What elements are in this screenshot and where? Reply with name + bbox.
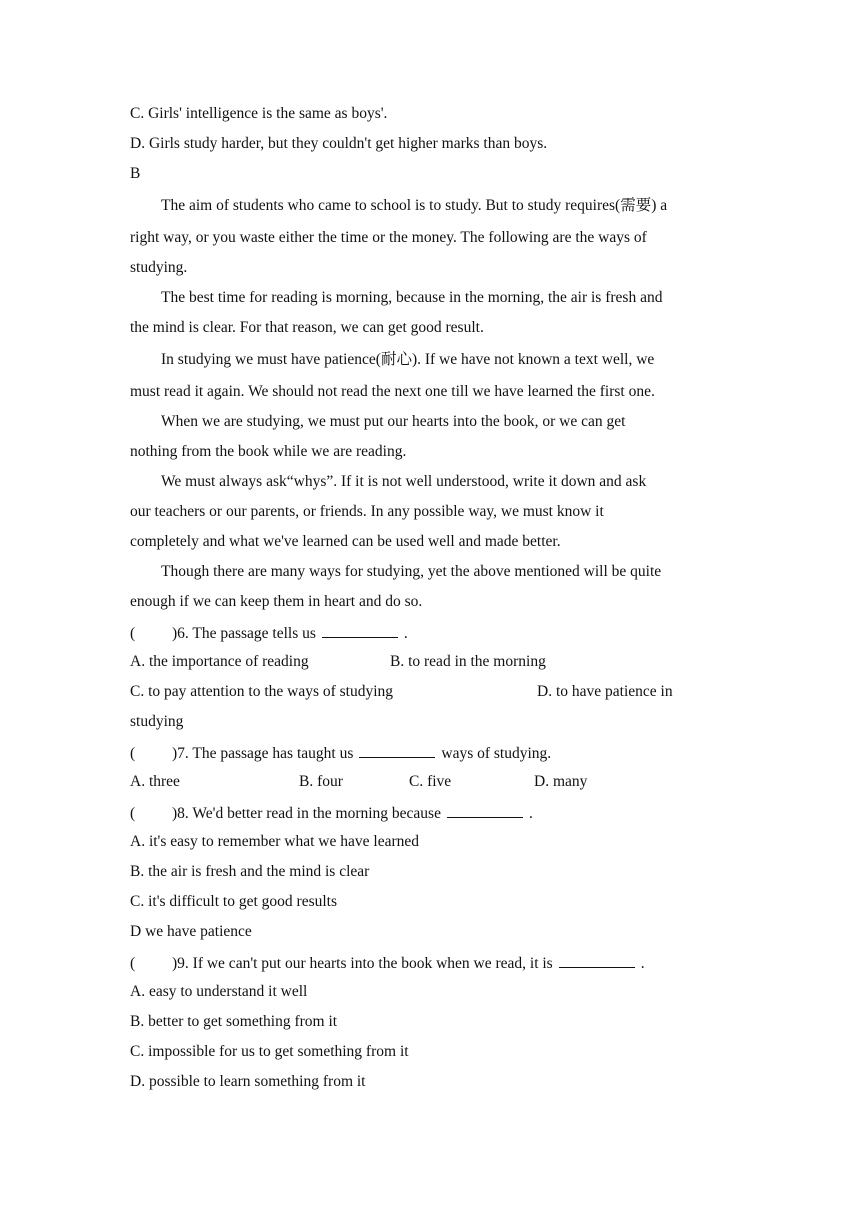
section-label: B [130, 165, 141, 182]
answer-paren: ( [130, 625, 136, 642]
option-b: B. to read in the morning [390, 653, 546, 670]
question-6-stem: ( )6. The passage tells us . [130, 622, 408, 644]
question-6-options-row-2 [130, 682, 730, 702]
option-d-continued: studying [130, 713, 184, 730]
option-b: B. the air is fresh and the mind is clear [130, 863, 370, 880]
passage-line: must read it again. We should not read the next one till we have learned the first one. [130, 383, 655, 400]
option-a: A. the importance of reading [130, 653, 309, 670]
option-a: A. easy to understand it well [130, 983, 308, 1000]
passage-line: completely and what we've learned can be used well and made better. [130, 533, 561, 550]
option-d: D. to have patience in [537, 683, 673, 700]
answer-blank[interactable] [447, 802, 523, 818]
question-7-options [130, 772, 730, 792]
option-a: A. three [130, 773, 180, 790]
option-c: C. impossible for us to get something from it [130, 1043, 409, 1060]
passage-line: our teachers or our parents, or friends. In any possible way, we must know it [130, 503, 604, 520]
passage-line: enough if we can keep them in heart and do so. [130, 593, 423, 610]
passage-line: right way, or you waste either the time or the money. The following are the ways of [130, 229, 647, 246]
answer-paren: ( [130, 955, 136, 972]
passage-line: In studying we must have patience(耐心). If we have not known a text well, we [161, 351, 655, 368]
passage-line: We must always ask“whys”. If it is not well understood, write it down and ask [161, 473, 647, 490]
option-b: B. better to get something from it [130, 1013, 338, 1030]
option-c: C. to pay attention to the ways of studying [130, 683, 394, 700]
option-d: D. possible to learn something from it [130, 1073, 366, 1090]
answer-blank[interactable] [559, 952, 635, 968]
option-c: C. five [409, 773, 452, 790]
answer-blank[interactable] [359, 742, 435, 758]
passage-line: Though there are many ways for studying, yet the above mentioned will be quite [161, 563, 662, 580]
answer-blank[interactable] [322, 622, 398, 638]
question-9-stem: ( )9. If we can't put our hearts into the book when we read, it is . [130, 952, 645, 974]
question-6-options-row-1 [130, 652, 730, 672]
passage-line: The best time for reading is morning, because in the morning, the air is fresh and [161, 289, 663, 306]
question-8-stem: ( )8. We'd better read in the morning because . [130, 802, 533, 824]
option-c: C. it's difficult to get good results [130, 893, 338, 910]
option-d-prev: D. Girls study harder, but they couldn't get higher marks than boys. [130, 135, 548, 152]
passage-line: studying. [130, 259, 188, 276]
passage-line: nothing from the book while we are reading. [130, 443, 407, 460]
option-a: A. it's easy to remember what we have learned [130, 833, 419, 850]
option-d: D we have patience [130, 923, 252, 940]
option-d: D. many [534, 773, 588, 790]
option-c-prev: C. Girls' intelligence is the same as boys'. [130, 105, 388, 122]
answer-paren: ( [130, 805, 136, 822]
answer-paren: ( [130, 745, 136, 762]
passage-line: The aim of students who came to school is to study. But to study requires(需要) a [161, 197, 668, 214]
passage-line: When we are studying, we must put our hearts into the book, or we can get [161, 413, 626, 430]
passage-line: the mind is clear. For that reason, we can get good result. [130, 319, 484, 336]
question-7-stem: ( )7. The passage has taught us ways of studying. [130, 742, 551, 764]
option-b: B. four [299, 773, 343, 790]
